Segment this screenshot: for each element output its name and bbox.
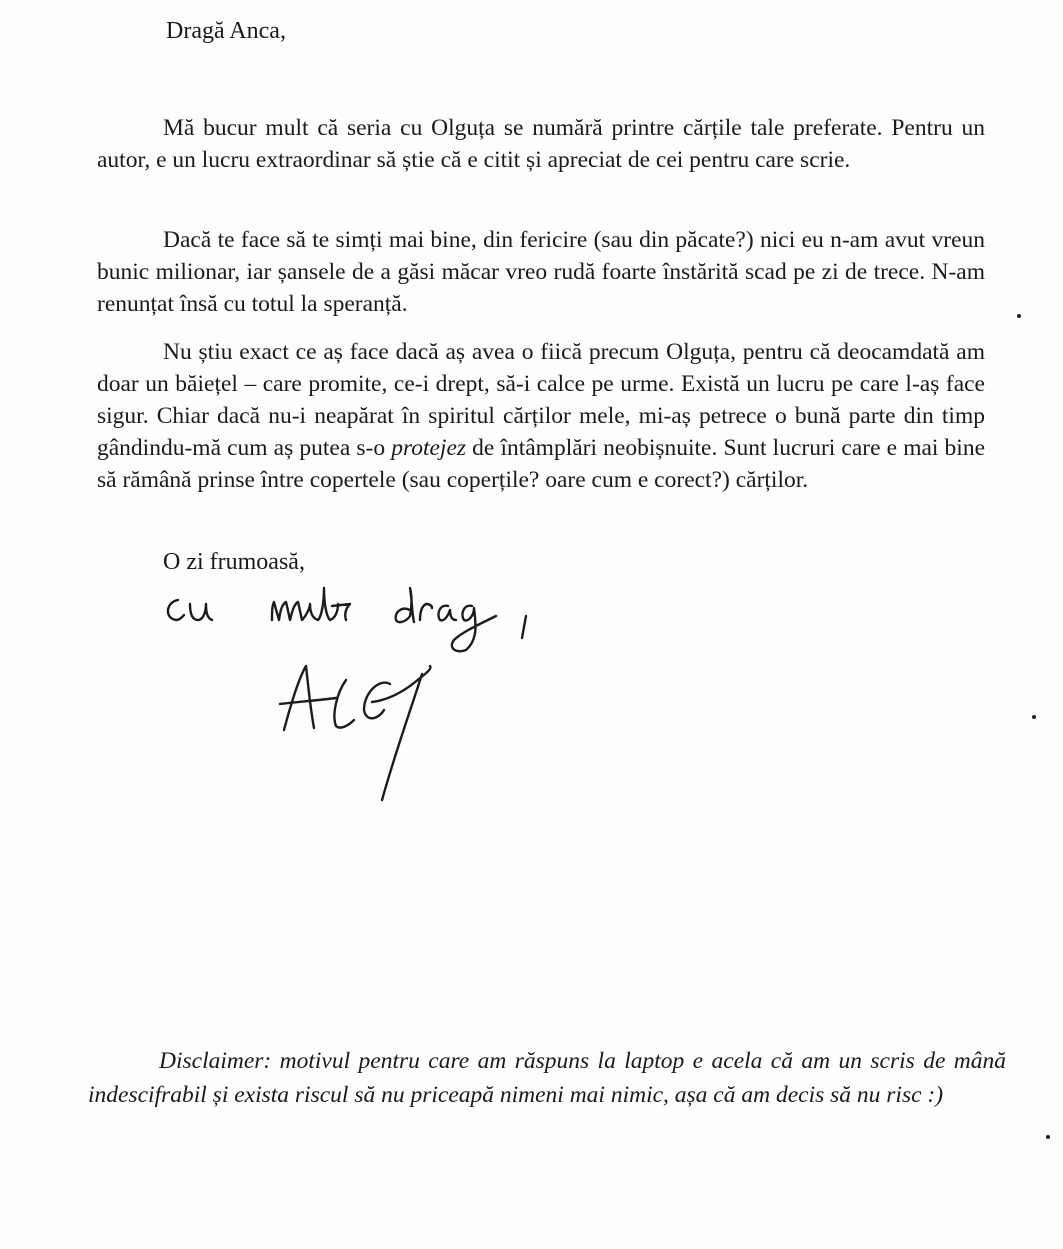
paper-speck (1046, 1135, 1050, 1139)
paragraph-2: Dacă te face să te simți mai bine, din fericire (sau din păcate?) nici eu n-am avut vreun bunic milionar, iar șansele de a găsi măcar vreo rudă foarte înstărită scad pe zi de trece. N-am renunțat însă cu totul la speranță. (97, 227, 985, 317)
closing-line: O zi frumoasă, (163, 549, 305, 575)
handwriting-mult (272, 588, 350, 620)
paper-speck (1017, 314, 1021, 318)
handwriting-cu (190, 604, 212, 620)
initials-a (280, 698, 336, 704)
handwriting-drag (452, 606, 496, 652)
handwriting-cu (168, 600, 184, 620)
initials-l (334, 680, 354, 728)
initials-g (382, 674, 422, 800)
handwriting-drag (420, 604, 432, 620)
paragraph-3-text-end: de întâmplări neobișnuite. Sunt lucruri care e mai bine să rămână prinse între copertele (sau coperțile? oare cum e corect?) cărților. (97, 435, 986, 493)
paragraph-1: Mă bucur mult că seria cu Olguța se numără printre cărțile tale preferate. Pentru un autor, e un lucru extraordinar să știe că e citit și apreciat de cei pentru care scrie. (97, 115, 985, 173)
emphasized-word: protejez (391, 435, 467, 461)
greeting: Dragă Anca, (166, 18, 286, 44)
handwritten-signature (150, 580, 570, 820)
paper-speck (1032, 715, 1036, 719)
paragraph-3-text-start: Nu știu exact ce aș face dacă aș avea o fiică precum Olguța, pentru că deocamdată am doar un băiețel – care promite, ce-i drept, să-i calce pe urme. Există un lucru pe care l-aș face sigur. Chiar dacă nu-i neapărat în spiritul cărților mele, mi-aș petrece o bună parte din timp gândindu-mă cum aș putea s-o (97, 339, 985, 461)
initials-a (284, 666, 314, 730)
handwriting-drag (438, 606, 456, 621)
paragraph-3 (97, 336, 985, 496)
handwriting-drag (396, 588, 414, 622)
disclaimer-note: Disclaimer: motivul pentru care am răspuns la laptop e acela că am un scris de mână indescifrabil și exista riscul să nu priceapă nimeni mai nimic, așa că am decis să nu risc :) (88, 1048, 1006, 1108)
handwriting-drag (522, 616, 526, 638)
